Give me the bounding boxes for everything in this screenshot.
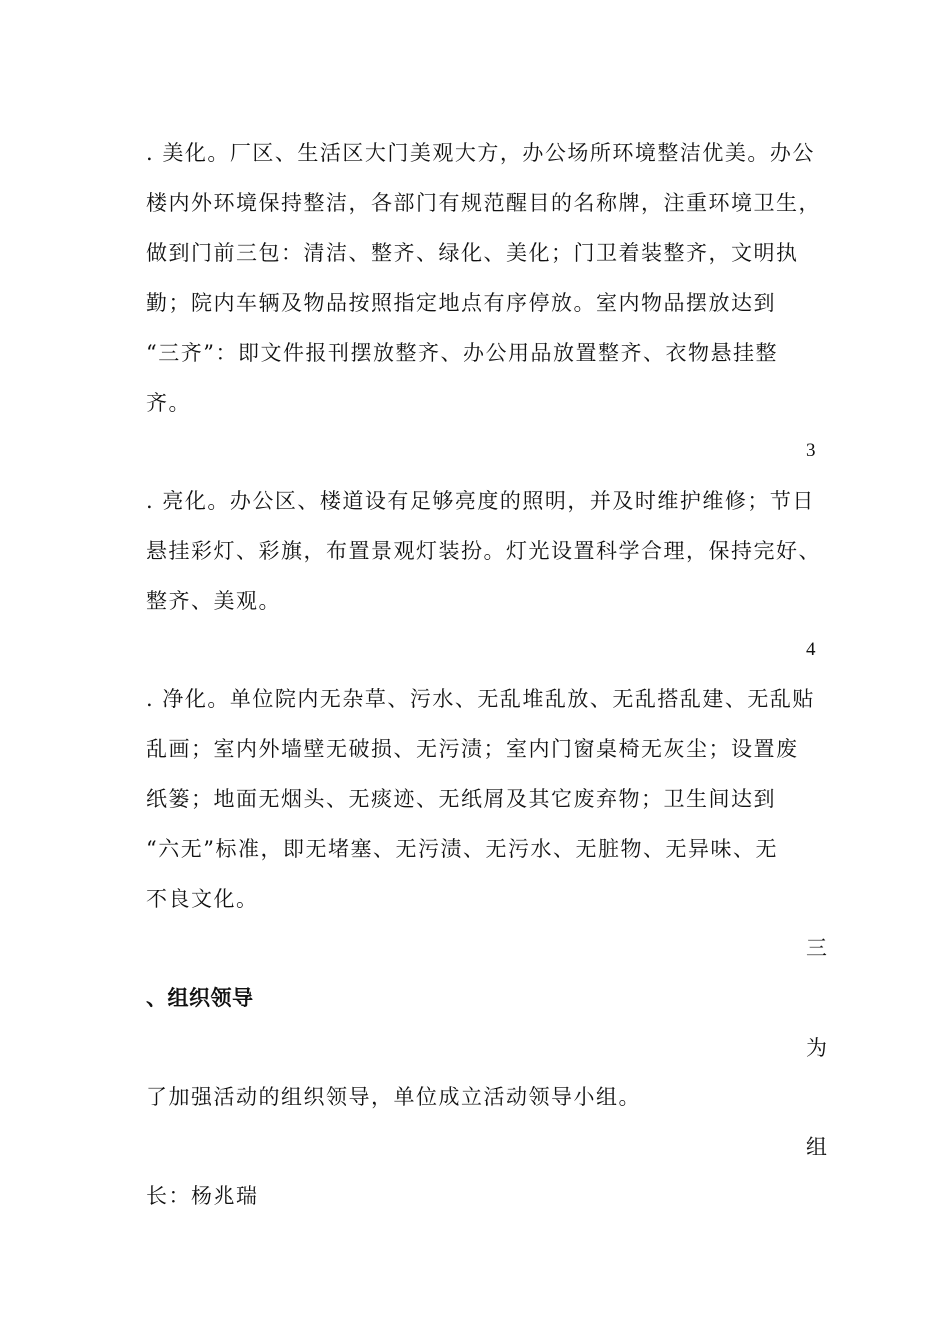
para-purpose-prefix: 为: [806, 1036, 827, 1060]
para-cleaning-line-1: . 净化。单位院内无杂草、污水、无乱堆乱放、无乱搭乱建、无乱贴: [146, 687, 815, 711]
para-beautify-line-2: 楼内外环境保持整洁，各部门有规范醒目的名称牌，注重环境卫生，: [146, 191, 821, 215]
para-lighting-line-3: 整齐、美观。: [146, 589, 281, 613]
para-beautify-line-1: . 美化。厂区、生活区大门美观大方，办公场所环境整洁优美。办公: [146, 141, 815, 165]
para-beautify-line-3: 做到门前三包：清洁、整齐、绿化、美化；门卫着装整齐，文明执: [146, 241, 799, 265]
item-number-3: 3: [806, 440, 816, 461]
para-cleaning-line-5: 不良文化。: [146, 887, 259, 911]
para-beautify-line-6: 齐。: [146, 391, 191, 415]
para-lighting-line-1: . 亮化。办公区、楼道设有足够亮度的照明，并及时维护维修；节日: [146, 489, 815, 513]
para-beautify-line-5: “三齐”：即文件报刊摆放整齐、办公用品放置整齐、衣物悬挂整: [146, 341, 778, 365]
leader-line: 长：杨兆瑞: [146, 1184, 259, 1208]
leader-prefix: 组: [806, 1135, 827, 1159]
para-lighting-line-2: 悬挂彩灯、彩旗，布置景观灯装扮。灯光设置科学合理，保持完好、: [146, 539, 821, 563]
para-beautify-line-4: 勤；院内车辆及物品按照指定地点有序停放。室内物品摆放达到: [146, 291, 776, 315]
para-cleaning-line-2: 乱画；室内外墙壁无破损、无污渍；室内门窗桌椅无灰尘；设置废: [146, 737, 799, 761]
para-purpose-line: 了加强活动的组织领导，单位成立活动领导小组。: [146, 1085, 641, 1109]
item-number-4: 4: [806, 639, 816, 660]
para-cleaning-line-3: 纸篓；地面无烟头、无痰迹、无纸屑及其它废弃物；卫生间达到: [146, 787, 776, 811]
section-title: 、组织领导: [146, 986, 254, 1010]
section-number: 三: [806, 936, 827, 960]
para-cleaning-line-4: “六无”标准，即无堵塞、无污渍、无污水、无脏物、无异味、无: [146, 837, 778, 861]
